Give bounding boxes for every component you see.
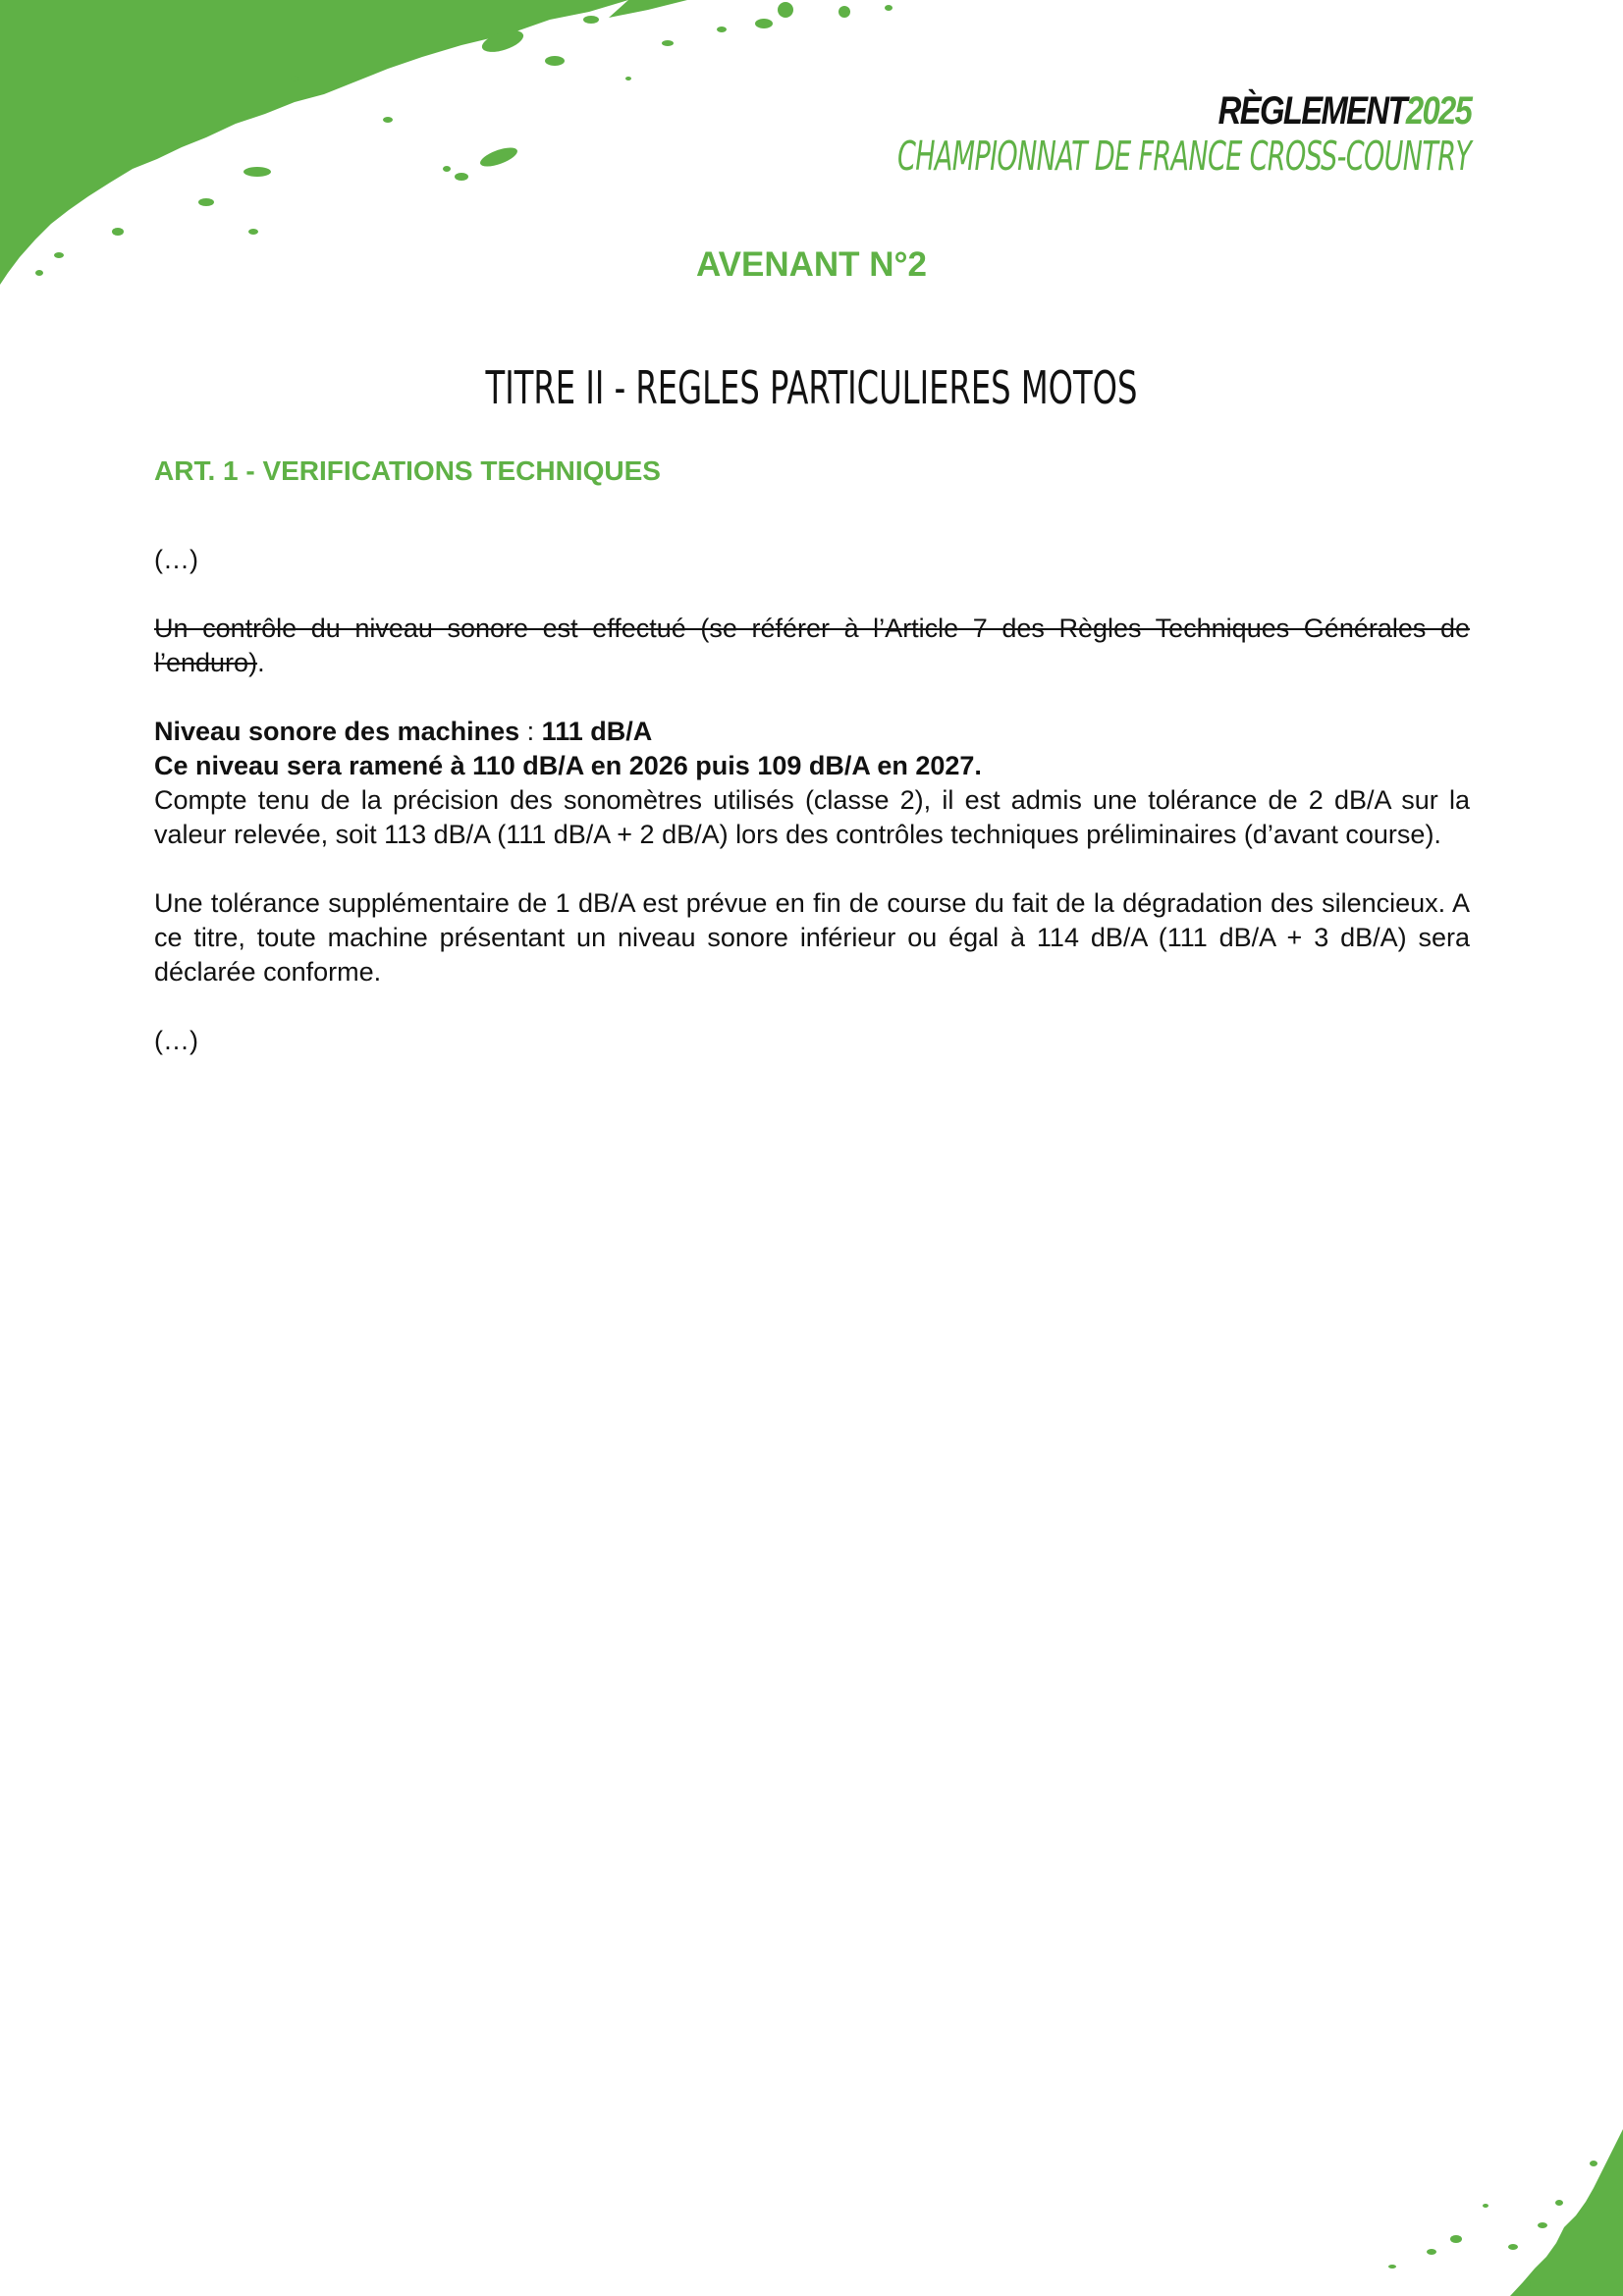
sound-level-value: 111 dB/A (541, 717, 653, 746)
championship-name: CHAMPIONNAT DE FRANCE CROSS-COUNTRY (896, 133, 1471, 180)
struck-trailing: . (257, 648, 265, 677)
struck-text: Un contrôle du niveau sonore est effectué (se référer à l’Article 7 des Règles Techniques Générales de l’enduro) (154, 614, 1470, 677)
extra-tolerance-paragraph: Une tolérance supplémentaire de 1 dB/A est prévue en fin de course du fait de la dégradation des silencieux. A ce titre, toute machine présentant un niveau sonore inférieur ou égal à 114 dB/A (111 dB/A + 3 dB/A) sera déclarée conforme. (154, 888, 1470, 987)
sound-level-line (154, 715, 1470, 749)
ellipsis-start: (…) (154, 545, 198, 574)
header-brand (602, 88, 1471, 179)
struck-paragraph (154, 612, 1470, 680)
tolerance-paragraph: Compte tenu de la précision des sonomètres utilisés (classe 2), il est admis une tolérance de 2 dB/A sur la valeur relevée, soit 113 dB/A (111 dB/A + 2 dB/A) lors des contrôles techniques préliminaires (d’avant course). (154, 785, 1470, 849)
reglement-title (758, 88, 1471, 133)
reglement-word: RÈGLEMENT (1217, 89, 1406, 133)
section-title: TITRE II - REGLES PARTICULIERES MOTOS (485, 361, 1138, 414)
reglement-year: 2025 (1405, 89, 1471, 133)
document-body (154, 454, 1470, 1093)
ellipsis-end: (…) (154, 1026, 198, 1055)
reduction-text: Ce niveau sera ramené à 110 dB/A en 2026 puis 109 dB/A en 2027. (154, 751, 982, 780)
sound-level-label: Niveau sonore des machines (154, 717, 520, 746)
article-heading: ART. 1 - VERIFICATIONS TECHNIQUES (154, 455, 661, 486)
green-paint-splash-bottom (1299, 2100, 1623, 2296)
sound-level-separator: : (519, 717, 542, 746)
avenant-title: AVENANT N°2 (695, 245, 928, 284)
sound-level-block (154, 715, 1470, 852)
